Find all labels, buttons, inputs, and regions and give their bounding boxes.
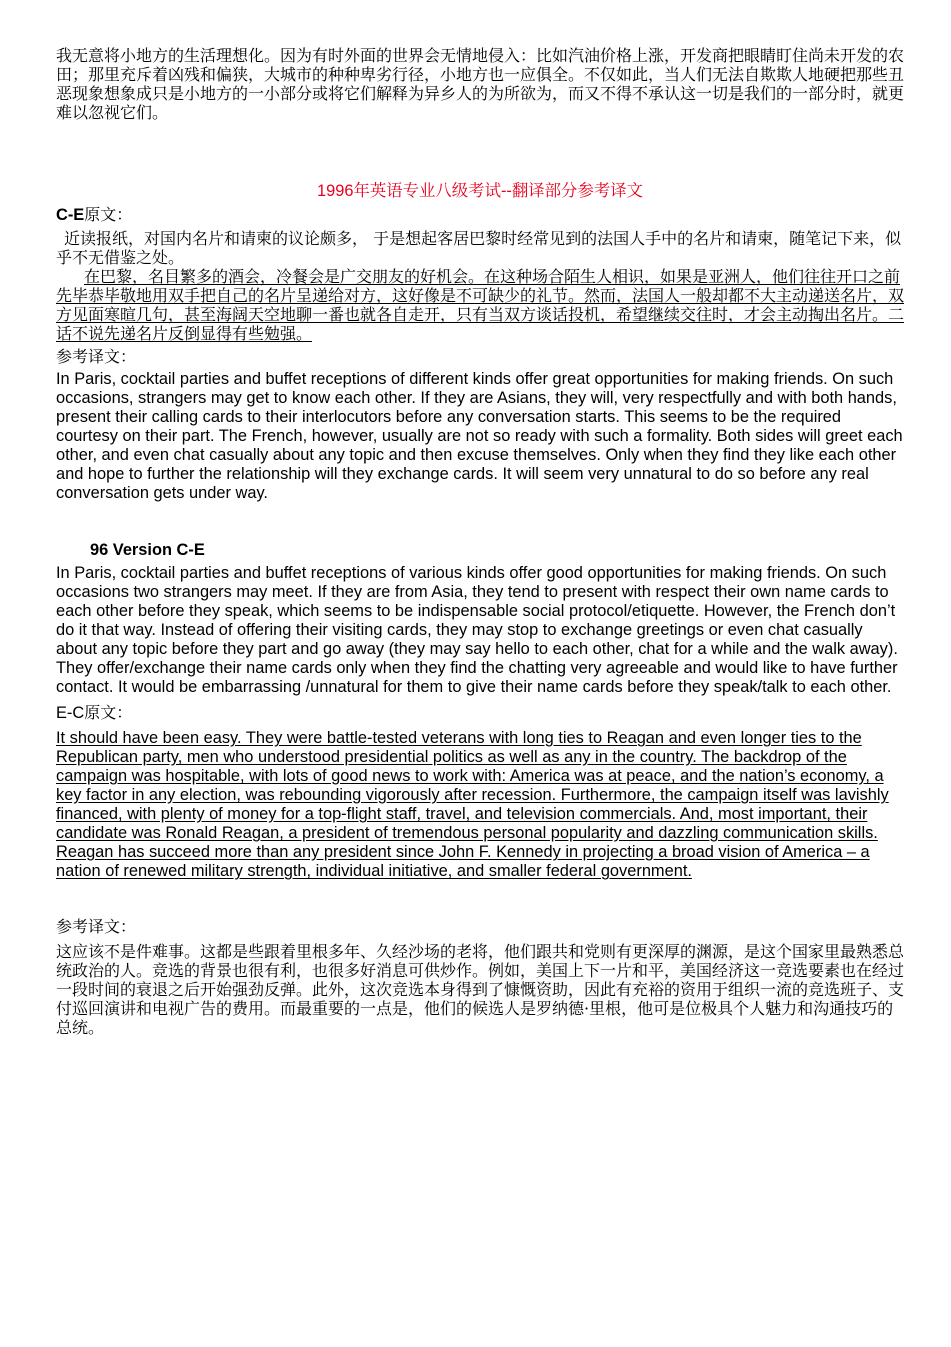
section-title: 1996年英语专业八级考试--翻译部分参考译文 [316,182,644,200]
intro-paragraph: 我无意将小地方的生活理想化。因为有时外面的世界会无情地侵入：比如汽油价格上涨，开发商把眼睛盯住尚未开发的农田；那里充斥着凶残和偏狭，大城市的种种卑劣行径，小地方也一应俱全。不仅如此，当人们无法自欺欺人地硬把那些丑恶现象想象成只是小地方的一小部分或将它们解释为异乡人的为所欲为，而又不得不承认这一切是我们的一部分时，就更难以忽视它们。 [56,46,905,122]
ce-reference-translation: In Paris, cocktail parties and buffet receptions of different kinds offer great opportunities for making friends. On such occasions, strangers may get to know each other. If they are Asians, they will, very respectfully and with both hands, present their calling cards to their interlocutors before any conversation starts. This seems to be the required courtesy on their part. The French, however, usually are not so ready with such a formality. Both sides will greet each other, and even chat casually about any topic and then excuse themselves. Only when they find they like each other and hope to further the relationship will they exchange cards. It will seem very unnatural to do so before any real conversation gets under way. [56,370,903,502]
version-label: 96 Version C-E [90,541,205,559]
ec-original-label [56,703,904,723]
ce-original-intro: 近读报纸，对国内名片和请柬的议论颇多， 于是想起客居巴黎时经常见到的法国人手中的名片和请柬，随笔记下来，似乎不无借鉴之处。 [56,229,902,267]
ce-original-label [56,205,904,225]
reference-label-1: 参考译文： [56,347,137,366]
ce-label-suffix: 原文： [84,205,133,224]
document-page [56,46,904,1037]
ec-original-underlined: It should have been easy. They were battle-tested veterans with long ties to Reagan and even longer ties to the Republican party, men who understood presidential politics as well as any in the country. The backdrop of the campaign was hospitable, with lots of good news to work with: America was at peace, and the nation’s economy, a key factor in any election, was rebounding vigorously after recession. Furthermore, the campaign itself was lavishly financed, with plenty of money for a top-flight staff, travel, and television commercials. And, most important, their candidate was Ronald Reagan, a president of tremendous personal popularity and dazzling communication skills. Reagan has succeed more than any president since John F. Kennedy in projecting a broad vision of America – a nation of renewed military strength, individual initiative, and smaller federal government. [56,729,889,880]
ce-label-prefix: C-E [56,206,85,224]
version-text: In Paris, cocktail parties and buffet receptions of various kinds offer good opportunities for making friends. On such occasions two strangers may meet. If they are from Asia, they tend to present with respect their own name cards to each other before they speak, which seems to be indispensable social protocol/etiquette. However, the French don’t do it that way. Instead of offering their visiting cards, they may stop to exchange greetings or even chat casually about any topic before they part and go away (they may say hello to each other, chat for a while and the walk away). They offer/exchange their name cards only when they find the chatting very agreeable and would like to have further contact. It would be embarrassing /unnatural for them to give their name cards before they speak/talk to each other. [56,564,898,696]
ec-label-suffix: 原文： [84,703,133,722]
reference-label-2: 参考译文： [56,917,137,936]
ce-original-underlined: 在巴黎，名目繁多的酒会，冷餐会是广交朋友的好机会。在这种场合陌生人相识，如果是亚洲人，他们往往开口之前先毕恭毕敬地用双手把自己的名片呈递给对方，这好像是不可缺少的礼节。然而，法国人一般却都不大主动递送名片，双方见面寒暄几句，甚至海阔天空地聊一番也就各自走开，只有当双方谈话投机，希望继续交往时，才会主动掏出名片。二话不说先递名片反倒显得有些勉强。 [56,267,905,343]
ec-reference-translation: 这应该不是件难事。这都是些跟着里根多年、久经沙场的老将，他们跟共和党则有更深厚的渊源，是这个国家里最熟悉总统政治的人。竞选的背景也很有利，也很多好消息可供炒作。例如，美国上下一片和平，美国经济这一竞选要素也在经过一段时间的衰退之后开始强劲反弹。此外，这次竞选本身得到了慷慨资助，因此有充裕的资用于组织一流的竞选班子、支付巡回演讲和电视广告的费用。而最重要的一点是，他们的候选人是罗纳德·里根，他可是位极具个人魅力和沟通技巧的总统。 [56,942,905,1037]
ec-label-prefix: E-C [56,704,85,722]
